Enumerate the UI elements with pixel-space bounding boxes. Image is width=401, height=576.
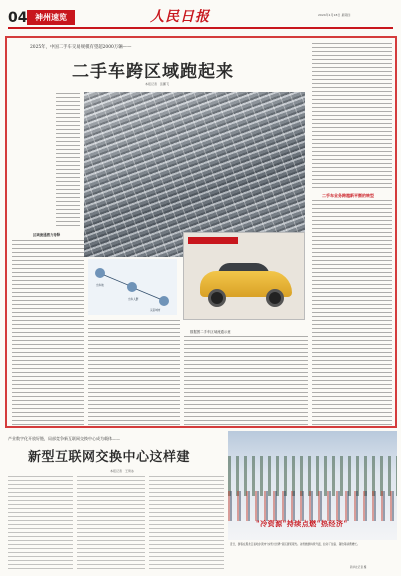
second-kicker: 产业数字化开放好链，局部竞争新互联网交换中心成为载体—— [8,436,120,441]
right-text-column-bottom [312,200,392,425]
car-photo [183,232,305,320]
second-byline: 本报记者 王琦冰 [110,469,135,473]
photo-story-title: "冷资源"持续点燃"热经济" [256,519,348,528]
flow-diagram [88,259,177,315]
section-heading: 二手车业务跨越新平衡的转型 [322,193,374,198]
left-text-column [12,240,84,425]
middle-text-column [88,320,180,425]
origin-node-icon [95,268,105,278]
city-node-icon [159,296,169,306]
page-number: 04 [8,10,28,26]
issue-date: 2024年1月18日 星期四 [318,13,351,17]
photo-story-caption: 近日，游客在黑龙江省哈尔滨市"冰雪大世界"景区游览观光。冰雪旅游持续升温，拉动了住宿、餐饮等消费增长。 [230,543,360,546]
newspaper-logo: 人民日报 [150,9,210,25]
second-text-col3 [149,476,224,572]
buyer-node-icon [127,282,137,292]
car-photo-caption: 数据图二手车区域流通示意 [190,330,231,334]
right-text-column-top [312,43,392,188]
sidebar-heading: 区域流通潜力待释 [33,233,61,237]
section-tag: 神州速览 [27,10,75,25]
intro-text-column [56,93,80,226]
wheel-icon [266,289,284,307]
lead-byline: 本报记者 张鹏飞 [145,82,170,86]
photo-credit: 新华社记者 摄 [350,566,367,569]
second-text-col1 [8,476,73,572]
second-headline: 新型互联网交换中心这样建 [28,450,191,465]
diagram-label: 买家城市 [150,309,161,312]
lead-kicker: 2025年，中国二手车交易规模有望超2000万辆—— [30,45,132,50]
second-text-col2 [77,476,145,572]
diagram-label: 出车地 [96,284,104,287]
dealer-sign [188,237,238,244]
diagram-label: 出车人群 [128,298,139,301]
car-section-text [184,336,308,425]
header-rule [8,27,393,29]
wheel-icon [208,289,226,307]
lead-headline: 二手车跨区域跑起来 [72,62,234,82]
